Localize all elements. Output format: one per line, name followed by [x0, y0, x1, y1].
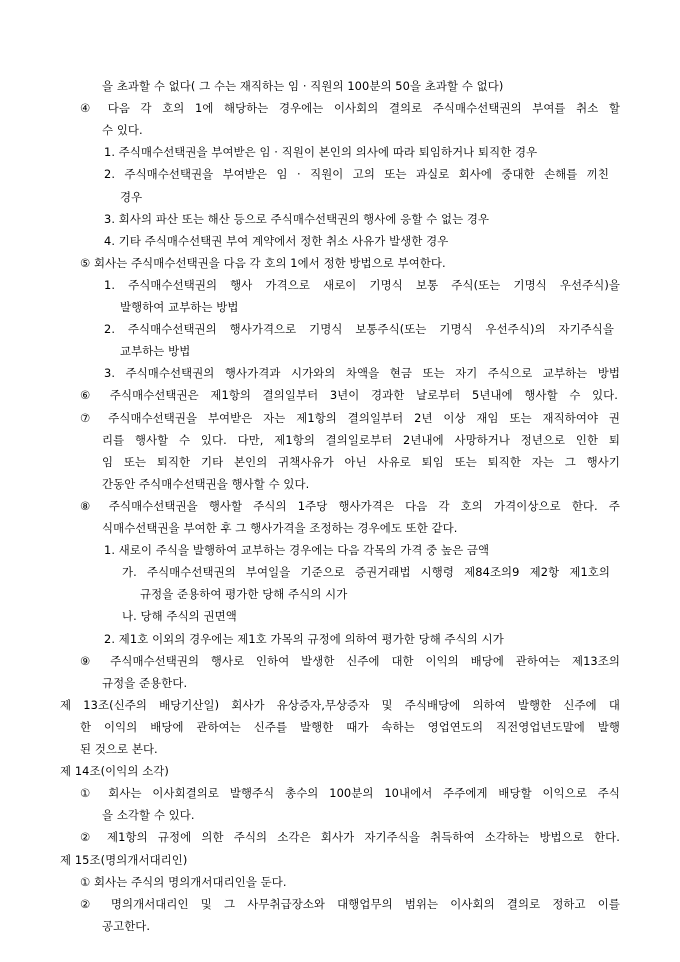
- subitem-line: 나. 당해 주식의 권면액: [122, 609, 237, 623]
- article-15-line: ① 회사는 주식의 명의개서대리인을 둔다.: [80, 875, 287, 889]
- paragraph-8-line: ⑧ 주식매수선택권을 행사할 주식의 1주당 행사가격은 다음 각 호의 가격이상으로 한다. 주: [80, 499, 620, 513]
- item-line: 1. 주식매수선택권을 부여받은 임 · 직원이 본인의 의사에 따라 퇴임하거나 퇴직한 경우: [104, 145, 538, 159]
- article-13-line: 된 것으로 본다.: [80, 742, 158, 756]
- paragraph-9-line: ⑨ 주식매수선택권의 행사로 인하여 발생한 신주에 대한 이익의 배당에 관하여는 제13조의: [80, 654, 620, 668]
- paragraph-6-line: ⑥ 주식매수선택권은 제1항의 결의일부터 3년이 경과한 날로부터 5년내에 행사할 수 있다.: [80, 388, 618, 402]
- item-line: 2. 주식매수선택권을 부여받은 임 · 직원이 고의 또는 과실로 회사에 중대한 손해를 끼친: [104, 167, 609, 181]
- paragraph-9-line: 규정을 준용한다.: [102, 676, 188, 690]
- article-14-line: 을 소각할 수 있다.: [102, 808, 195, 822]
- item-line: 2. 주식매수선택권의 행사가격으로 기명식 보통주식(또는 기명식 우선주식)의 자기주식을: [104, 322, 614, 336]
- item-line: 경우: [120, 190, 143, 204]
- subitem-line: 규정을 준용하여 평가한 당해 주식의 시가: [140, 587, 348, 601]
- article-14-line: ① 회사는 이사회결의로 발행주식 총수의 100분의 10내에서 주주에게 배당할 이익으로 주식: [80, 786, 620, 800]
- article-15-heading: 제 15조(명의개서대리인): [60, 853, 188, 867]
- item-line: 1. 새로이 주식을 발행하여 교부하는 경우에는 다음 각목의 가격 중 높은 금액: [104, 543, 490, 557]
- article-14-line: ② 제1항의 규정에 의한 주식의 소각은 회사가 자기주식을 취득하여 소각하는 방법으로 한다.: [80, 830, 620, 844]
- item-line: 교부하는 방법: [120, 344, 191, 358]
- item-line: 4. 기타 주식매수선택권 부여 계약에서 정한 취소 사유가 발생한 경우: [104, 234, 449, 248]
- item-line: 2. 제1호 이외의 경우에는 제1호 가목의 규정에 의하여 평가한 당해 주식의 시가: [104, 632, 504, 646]
- subitem-line: 가. 주식매수선택권의 부여일을 기준으로 증권거래법 시행령 제84조의9 제2항 제1호의: [122, 565, 610, 579]
- item-line: 1. 주식매수선택권의 행사 가격으로 새로이 기명식 보통 주식(또는 기명식 우선주식)을: [104, 278, 620, 292]
- paragraph-7-line: 리를 행사할 수 있다. 다만, 제1항의 결의일로부터 2년내에 사망하거나 정년으로 인한 퇴: [102, 433, 620, 447]
- article-15-line: 공고한다.: [102, 919, 151, 933]
- paragraph-4-line: 수 있다.: [102, 123, 143, 137]
- paragraph-4-line: ④ 다음 각 호의 1에 해당하는 경우에는 이사회의 결의로 주식매수선택권의 부여를 취소 할: [80, 101, 620, 115]
- paragraph-7-line: ⑦ 주식매수선택권을 부여받은 자는 제1항의 결의일부터 2년 이상 재임 또는 재직하여야 권: [80, 411, 620, 425]
- paragraph-8-line: 식매수선택권을 부여한 후 그 행사가격을 조정하는 경우에도 또한 같다.: [102, 521, 458, 535]
- item-line: 발행하여 교부하는 방법: [120, 300, 239, 314]
- text-line: 을 초과할 수 없다( 그 수는 재직하는 임 · 직원의 100분의 50을 초과할 수 없다): [102, 79, 504, 93]
- article-13-line: 제 13조(신주의 배당기산일) 회사가 유상증자,무상증자 및 주식배당에 의하여 발행한 신주에 대: [60, 698, 620, 712]
- paragraph-5-line: ⑤ 회사는 주식매수선택권을 다음 각 호의 1에서 정한 방법으로 부여한다.: [80, 256, 446, 270]
- paragraph-7-line: 간동안 주식매수선택권을 행사할 수 있다.: [102, 477, 310, 491]
- article-13-line: 한 이익의 배당에 관하여는 신주를 발행한 때가 속하는 영업연도의 직전영업년도말에 발행: [80, 720, 620, 734]
- paragraph-7-line: 임 또는 퇴직한 기타 본인의 귀책사유가 아닌 사유로 퇴임 또는 퇴직한 자는 그 행사기: [102, 455, 620, 469]
- item-line: 3. 회사의 파산 또는 해산 등으로 주식매수선택권의 행사에 응할 수 없는 경우: [104, 212, 490, 226]
- article-15-line: ② 명의개서대리인 및 그 사무취급장소와 대행업무의 범위는 이사회의 결의로 정하고 이를: [80, 897, 620, 911]
- item-line: 3. 주식매수선택권의 행사가격과 시가와의 차액을 현금 또는 자기 주식으로 교부하는 방법: [104, 366, 620, 380]
- article-14-heading: 제 14조(이익의 소각): [60, 764, 169, 778]
